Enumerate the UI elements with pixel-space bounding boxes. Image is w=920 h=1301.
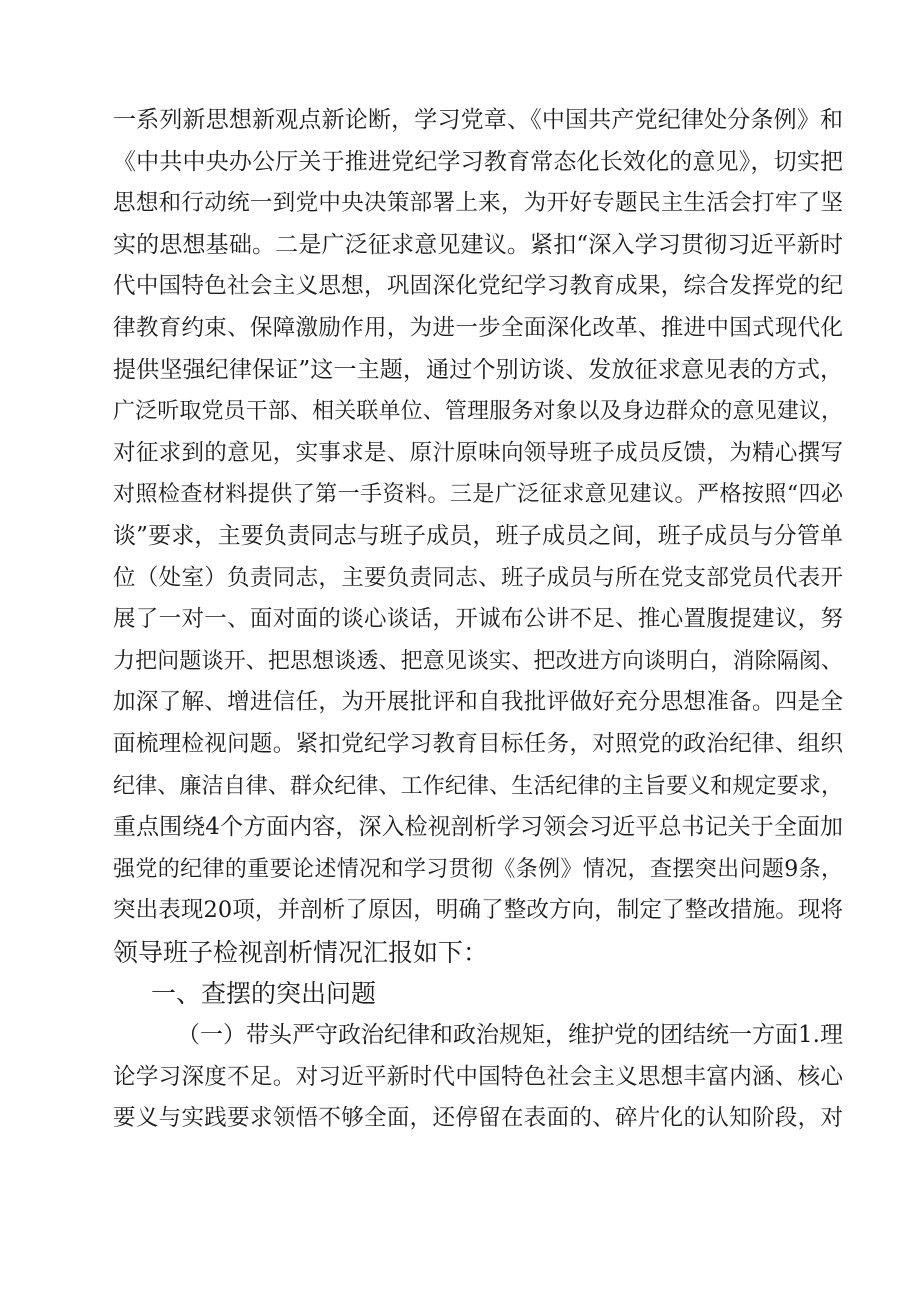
paragraph-line: 强党的纪律的重要论述情况和学习贯彻《条例》情况，查摆突出问题9条，	[113, 856, 843, 882]
paragraph-line: 提供坚强纪律保证”这一主题，通过个别访谈、发放征求意见表的方式，	[113, 356, 843, 383]
paragraph-line: 一系列新思想新观点新论断，学习党章、《中国共产党纪律处分条例》和	[113, 107, 843, 133]
paragraph-line: 面梳理检视问题。紧扣党纪学习教育目标任务，对照党的政治纪律、组织	[113, 730, 843, 757]
paragraph-line: 实的思想基础。二是广泛征求意见建议。紧扣“深入学习贯彻习近平新时	[113, 231, 843, 258]
paragraph-line: 纪律、廉洁自律、群众纪律、工作纪律、生活纪律的主旨要义和规定要求，	[113, 773, 843, 799]
section-heading: 一、查摆的突出问题	[151, 979, 377, 1009]
paragraph-line: 谈”要求，主要负责同志与班子成员，班子成员之间，班子成员与分管单	[113, 522, 843, 549]
paragraph-line: 展了一对一、面对面的谈心谈话，开诚布公讲不足、推心置腹提建议，努	[113, 606, 843, 633]
paragraph-line: 重点围绕4个方面内容，深入检视剖析学习领会习近平总书记关于全面加	[113, 814, 843, 841]
paragraph-line: 对征求到的意见，实事求是、原汁原味向领导班子成员反馈，为精心撰写	[113, 439, 843, 466]
paragraph-line: 位（处室）负责同志，主要负责同志、班子成员与所在党支部党员代表开	[113, 564, 843, 591]
document-body	[113, 100, 843, 1140]
paragraph-line: 突出表现20项，并剖析了原因，明确了整改方向，制定了整改措施。现将	[113, 897, 843, 924]
subsection-line: （一）带头严守政治纪律和政治规矩，维护党的团结统一方面1.理	[177, 1022, 843, 1049]
paragraph-line: 思想和行动统一到党中央决策部署上来，为开好专题民主生活会打牢了坚	[113, 190, 843, 217]
subsection-line: 要义与实践要求领悟不够全面，还停留在表面的、碎片化的认知阶段，对	[113, 1105, 843, 1132]
paragraph-line: 领导班子检视剖析情况汇报如下：	[113, 937, 489, 967]
paragraph-line: 对照检查材料提供了第一手资料。三是广泛征求意见建议。严格按照“四必	[113, 482, 843, 508]
subsection-line: 论学习深度不足。对习近平新时代中国特色社会主义思想丰富内涵、核心	[113, 1063, 843, 1090]
paragraph-line: 《中共中央办公厅关于推进党纪学习教育常态化长效化的意见》，切实把	[113, 148, 843, 175]
paragraph-line: 广泛听取党员干部、相关联单位、管理服务对象以及身边群众的意见建议，	[113, 399, 843, 425]
paragraph-line: 力把问题谈开、把思想谈透、把意见谈实、把改进方向谈明白，消除隔阂、	[113, 648, 843, 674]
paragraph-line: 律教育约束、保障激励作用，为进一步全面深化改革、推进中国式现代化	[113, 314, 843, 341]
paragraph-line: 代中国特色社会主义思想，巩固深化党纪学习教育成果，综合发挥党的纪	[113, 273, 843, 300]
paragraph-line: 加深了解、增进信任，为开展批评和自我批评做好充分思想准备。四是全	[113, 689, 843, 716]
